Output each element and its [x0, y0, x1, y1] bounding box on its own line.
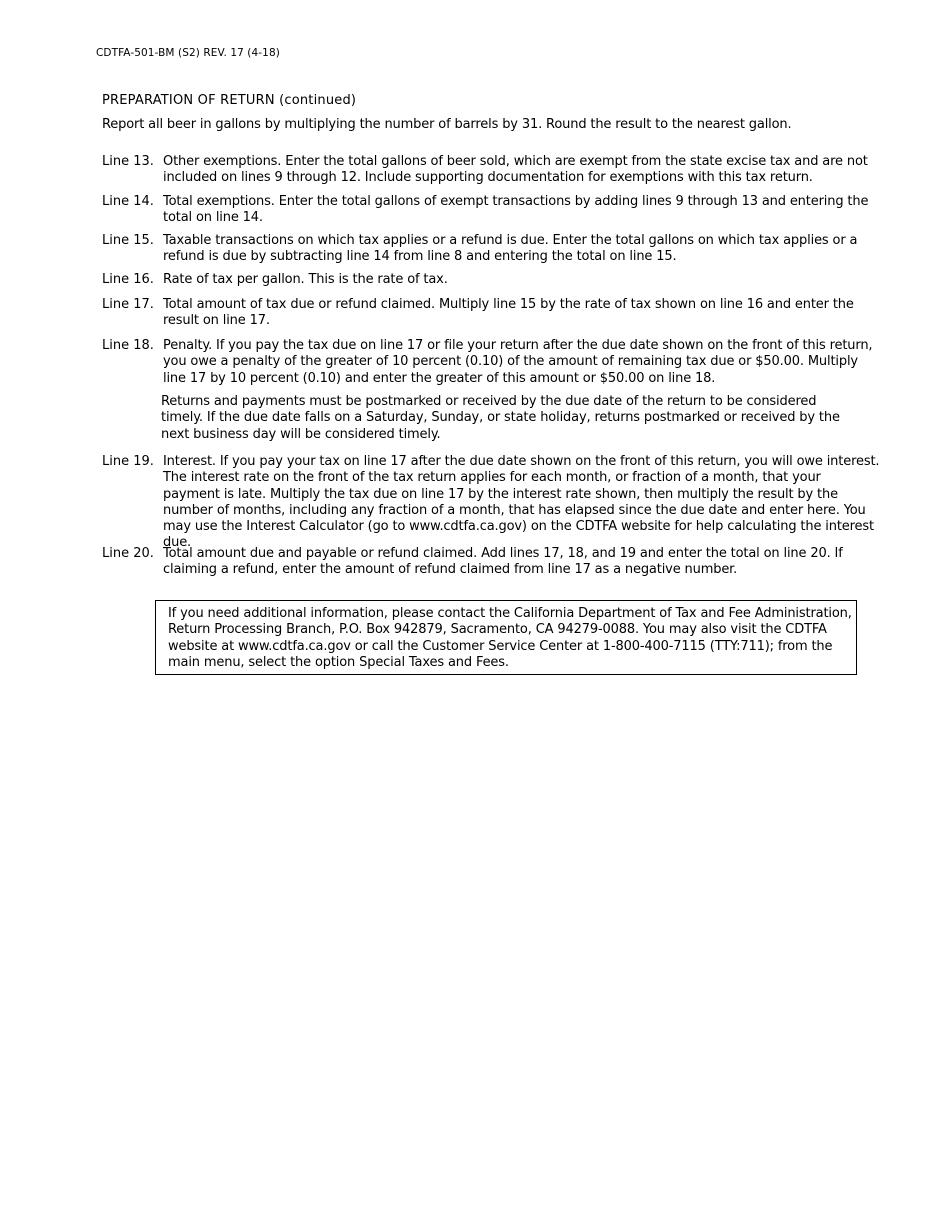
line-14-label: Line 14. — [102, 194, 154, 209]
line-13-text: Other exemptions. Enter the total gallons of beer sold, which are exempt from the state excise tax and are not included on lines 9 through 12. Include supporting documentation for exemptions with this tax return. — [163, 154, 868, 186]
line-15-label: Line 15. — [102, 233, 154, 248]
line-14-text: Total exemptions. Enter the total gallons of exempt transactions by adding lines 9 through 13 and entering the total on line 14. — [163, 194, 869, 226]
line-19-label: Line 19. — [102, 454, 154, 469]
line-18-text: Penalty. If you pay the tax due on line 17 or file your return after the due date shown on the front of this return, you owe a penalty of the greater of 10 percent (0.10) of the amount of remaining tax due or $50.00. Multiply line 17 by 10 percent (0.10) and enter the greater of this amount or $50.00 on line 18. — [163, 338, 873, 386]
line-18-label: Line 18. — [102, 338, 154, 353]
line-20-label: Line 20. — [102, 546, 154, 561]
intro-paragraph: Report all beer in gallons by multiplying the number of barrels by 31. Round the result to the nearest gallon. — [102, 117, 792, 132]
timeliness-note: Returns and payments must be postmarked or received by the due date of the return to be considered timely. If the due date falls on a Saturday, Sunday, or state holiday, returns postmarked or received by the next business day will be considered timely. — [161, 394, 840, 442]
line-17-label: Line 17. — [102, 297, 154, 312]
line-15-text: Taxable transactions on which tax applies or a refund is due. Enter the total gallons on which tax applies or a refund is due by subtracting line 14 from line 8 and entering the total on line 15. — [163, 233, 858, 265]
section-title: PREPARATION OF RETURN (continued) — [102, 93, 357, 108]
line-20-text: Total amount due and payable or refund claimed. Add lines 17, 18, and 19 and enter the total on line 20. If claiming a refund, enter the amount of refund claimed from line 17 as a negative number. — [163, 546, 843, 578]
line-16-label: Line 16. — [102, 272, 154, 287]
contact-info-text: If you need additional information, please contact the California Department of Tax and Fee Administration, Return Processing Branch, P.O. Box 942879, Sacramento, CA 94279-0088. You may also visit the CDTFA website at www.cdtfa.ca.gov or call the Customer Service Center at 1-800-400-7115 (TTY:711); from the main menu, select the option Special Taxes and Fees. — [168, 606, 852, 670]
line-19-text: Interest. If you pay your tax on line 17 after the due date shown on the front of this return, you will owe interest. The interest rate on the front of the tax return applies for each month, or fraction of a month, that your payment is late. Multiply the tax due on line 17 by the interest rate shown, then multiply the result by the number of months, including any fraction of a month, that has elapsed since the due date and enter here. You may use the Interest Calculator (go to www.cdtfa.ca.gov) on the CDTFA website for help calculating the interest due. — [163, 454, 880, 551]
form-id: CDTFA-501-BM (S2) REV. 17 (4-18) — [96, 47, 280, 59]
line-13-label: Line 13. — [102, 154, 154, 169]
line-16-text: Rate of tax per gallon. This is the rate of tax. — [163, 272, 448, 287]
contact-info-box — [155, 600, 857, 675]
line-17-text: Total amount of tax due or refund claimed. Multiply line 15 by the rate of tax shown on line 16 and enter the result on line 17. — [163, 297, 854, 329]
